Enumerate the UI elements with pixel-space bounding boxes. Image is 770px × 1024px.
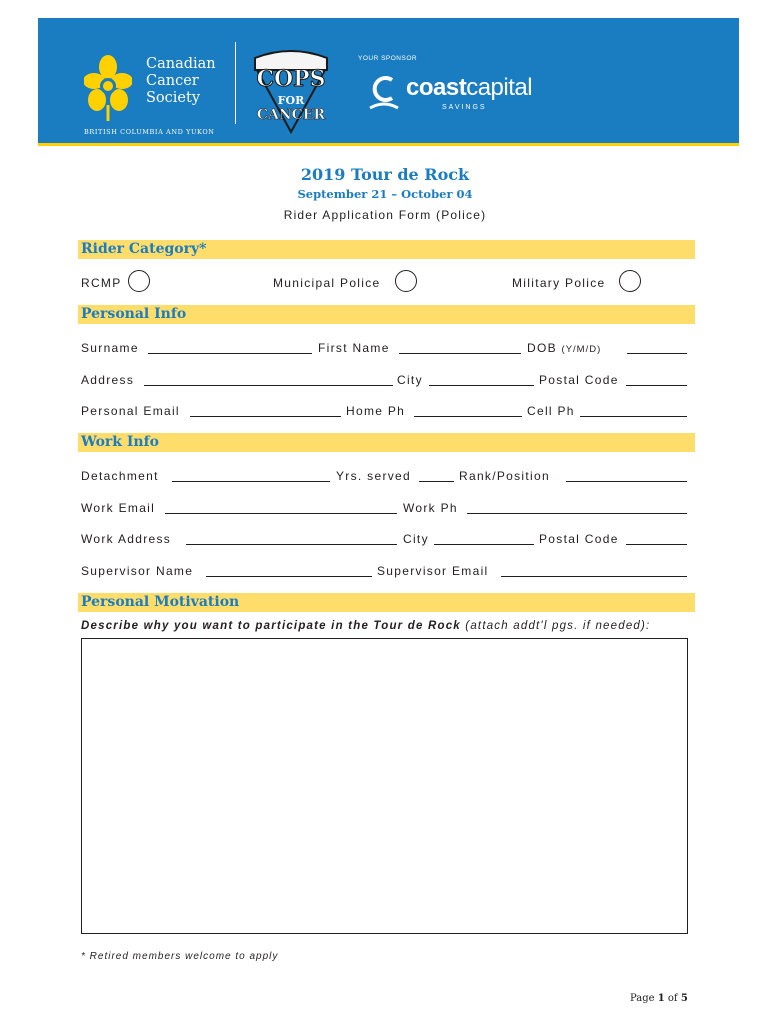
section-heading: Personal Motivation <box>81 594 240 610</box>
sponsor-name-light: capital <box>466 74 533 101</box>
radio-municipal-police[interactable] <box>395 270 417 292</box>
page-label: Page <box>630 993 655 1004</box>
cops-logo-word: COPS <box>256 66 326 92</box>
surname-field[interactable] <box>148 353 312 354</box>
coast-capital-c-icon <box>368 74 400 110</box>
city-label: City <box>397 373 423 387</box>
work-email-field[interactable] <box>165 513 397 514</box>
section-heading: Personal Info <box>81 306 187 322</box>
cops-logo-for: FOR <box>277 94 305 107</box>
event-dates: September 21 – October 04 <box>297 187 473 201</box>
postal-code-field[interactable] <box>626 385 687 386</box>
sponsor-name <box>406 74 532 102</box>
page-total: 5 <box>680 993 688 1004</box>
work-city-field[interactable] <box>434 544 534 545</box>
dob-label-text: DOB <box>527 341 557 355</box>
supervisor-email-field[interactable] <box>501 576 687 577</box>
rank-position-label: Rank/Position <box>459 469 550 483</box>
address-field[interactable] <box>144 385 393 386</box>
sponsor-subtitle: SAVINGS <box>442 104 487 111</box>
org-name-line-1: Canadian <box>146 56 216 72</box>
option-label-rcmp: RCMP <box>81 276 122 290</box>
dob-field[interactable] <box>627 353 687 354</box>
first-name-label: First Name <box>318 341 390 355</box>
city-field[interactable] <box>429 385 534 386</box>
work-postal-code-label: Postal Code <box>539 532 619 546</box>
org-name-line-2: Cancer <box>146 73 199 89</box>
motivation-prompt-main: Describe why you want to participate in the Tour de Rock <box>81 620 461 632</box>
supervisor-name-field[interactable] <box>206 576 372 577</box>
section-personal-motivation <box>78 593 695 612</box>
detachment-label: Detachment <box>81 469 159 483</box>
page-number <box>630 993 688 1004</box>
header-banner <box>38 18 739 146</box>
work-address-label: Work Address <box>81 532 172 546</box>
org-name <box>146 56 216 107</box>
motivation-prompt-note: (attach addt'l pgs. if needed): <box>465 620 651 632</box>
first-name-field[interactable] <box>399 353 521 354</box>
sponsor-label: YOUR SPONSOR <box>358 55 418 62</box>
surname-label: Surname <box>81 341 139 355</box>
section-rider-category <box>78 240 695 259</box>
work-phone-label: Work Ph <box>403 501 458 515</box>
form-title: 2019 Tour de Rock <box>300 165 470 184</box>
cops-logo-cancer: CANCER <box>256 107 326 123</box>
section-heading: Rider Category* <box>81 241 207 257</box>
cell-phone-field[interactable] <box>580 416 687 417</box>
personal-email-field[interactable] <box>190 416 341 417</box>
supervisor-name-label: Supervisor Name <box>81 564 194 578</box>
section-personal-info <box>78 305 695 324</box>
home-phone-field[interactable] <box>414 416 522 417</box>
detachment-field[interactable] <box>172 481 330 482</box>
org-region: BRITISH COLUMBIA AND YUKON <box>84 128 215 136</box>
section-heading: Work Info <box>81 434 159 450</box>
form-subtitle: Rider Application Form (Police) <box>283 208 487 222</box>
section-work-info <box>78 433 695 452</box>
work-phone-field[interactable] <box>467 513 687 514</box>
years-served-label: Yrs. served <box>336 469 411 483</box>
rank-position-field[interactable] <box>566 481 687 482</box>
option-label-municipal: Municipal Police <box>273 276 381 290</box>
logo-divider <box>235 42 236 124</box>
org-name-line-3: Society <box>146 90 201 106</box>
dob-format: (Y/M/D) <box>561 344 602 355</box>
dob-label <box>527 341 601 355</box>
footnote: * Retired members welcome to apply <box>81 951 279 962</box>
page-current: 1 <box>657 993 665 1004</box>
work-address-field[interactable] <box>186 544 397 545</box>
work-email-label: Work Email <box>81 501 156 515</box>
home-phone-label: Home Ph <box>346 404 406 418</box>
option-label-military: Military Police <box>512 276 606 290</box>
supervisor-email-label: Supervisor Email <box>377 564 489 578</box>
radio-rcmp[interactable] <box>128 270 150 292</box>
work-city-label: City <box>403 532 429 546</box>
motivation-textarea[interactable] <box>81 638 688 934</box>
radio-military-police[interactable] <box>619 270 641 292</box>
postal-code-label: Postal Code <box>539 373 619 387</box>
address-label: Address <box>81 373 135 387</box>
cell-phone-label: Cell Ph <box>527 404 575 418</box>
cops-for-cancer-logo <box>241 44 341 134</box>
personal-email-label: Personal Email <box>81 404 180 418</box>
work-postal-code-field[interactable] <box>626 544 687 545</box>
sponsor-name-bold: coast <box>406 74 467 101</box>
page-of: of <box>667 993 678 1004</box>
years-served-field[interactable] <box>419 481 454 482</box>
motivation-prompt <box>81 620 650 632</box>
daffodil-logo-icon <box>84 55 132 121</box>
